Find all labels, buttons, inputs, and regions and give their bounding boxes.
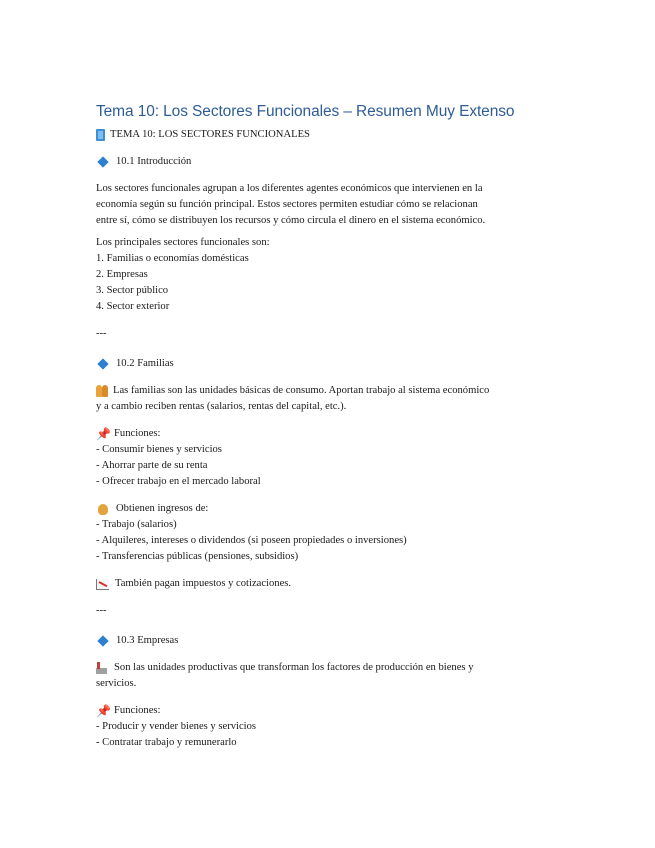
list-item: 2. Empresas <box>96 269 148 280</box>
familias-paragraph <box>96 383 566 415</box>
blue-book-icon <box>96 129 105 141</box>
main-heading <box>96 127 566 143</box>
section-heading-intro <box>96 154 566 170</box>
funciones-label-text: Funciones: <box>114 428 161 439</box>
section-heading-text: 10.2 Familias <box>116 358 174 369</box>
blue-diamond-icon <box>97 156 108 167</box>
list-item: - Ahorrar parte de su renta <box>96 460 208 471</box>
paragraph-line: economía según su función principal. Estos sectores permiten estudiar cómo se relacionan <box>96 199 478 210</box>
list-intro: Los principales sectores funcionales son: <box>96 237 270 248</box>
empresas-funciones <box>96 703 566 751</box>
paragraph-line: y a cambio reciben rentas (salarios, rentas del capital, etc.). <box>96 401 347 412</box>
ingresos-label <box>96 501 566 517</box>
blue-diamond-icon <box>97 635 108 646</box>
list-item: - Ofrecer trabajo en el mercado laboral <box>96 476 261 487</box>
list-item: - Contratar trabajo y remunerarlo <box>96 737 237 748</box>
paragraph-line <box>96 660 566 676</box>
factory-icon <box>96 662 107 674</box>
document-content <box>96 101 566 751</box>
familias-funciones <box>96 426 566 490</box>
intro-paragraph <box>96 181 566 229</box>
document-title: Tema 10: Los Sectores Funcionales – Resumen Muy Extenso <box>96 103 515 120</box>
list-item: 1. Familias o economías domésticas <box>96 253 249 264</box>
ingresos-label-text: Obtienen ingresos de: <box>116 503 209 514</box>
blue-diamond-icon <box>97 358 108 369</box>
impuestos-line <box>96 576 566 592</box>
list-item: - Alquileres, intereses o dividendos (si poseen propiedades o inversiones) <box>96 535 407 546</box>
funciones-label-text: Funciones: <box>114 705 161 716</box>
funciones-label <box>96 703 566 719</box>
empresas-paragraph <box>96 660 566 692</box>
chart-decreasing-icon <box>96 579 109 590</box>
list-item: 3. Sector público <box>96 285 169 296</box>
list-item: 4. Sector exterior <box>96 301 170 312</box>
separator: --- <box>96 328 107 339</box>
paragraph-line <box>96 383 566 399</box>
familias-ingresos <box>96 501 566 565</box>
paragraph-text: Las familias son las unidades básicas de consumo. Aportan trabajo al sistema económico <box>113 385 490 396</box>
section-heading-familias <box>96 356 566 372</box>
pushpin-icon: 📌 <box>96 427 111 441</box>
section-heading-text: 10.1 Introducción <box>116 156 192 167</box>
list-item: - Trabajo (salarios) <box>96 519 177 530</box>
list-item: - Transferencias públicas (pensiones, subsidios) <box>96 551 299 562</box>
impuestos-text: También pagan impuestos y cotizaciones. <box>115 578 292 589</box>
money-bag-icon <box>98 504 108 515</box>
separator: --- <box>96 605 107 616</box>
list-item: - Producir y vender bienes y servicios <box>96 721 257 732</box>
section-heading-text: 10.3 Empresas <box>116 635 179 646</box>
pushpin-icon: 📌 <box>96 704 111 718</box>
people-icon <box>96 385 109 397</box>
paragraph-line: servicios. <box>96 678 137 689</box>
paragraph-line: entre sí, cómo se distribuyen los recursos y cómo circula el dinero en el sistema económico. <box>96 215 486 226</box>
list-item: - Consumir bienes y servicios <box>96 444 222 455</box>
funciones-label <box>96 426 566 442</box>
main-heading-text: TEMA 10: LOS SECTORES FUNCIONALES <box>110 129 310 140</box>
paragraph-text: Son las unidades productivas que transforman los factores de producción en bienes y <box>114 662 474 673</box>
section-heading-empresas <box>96 633 566 649</box>
sectors-list <box>96 235 566 315</box>
paragraph-line: Los sectores funcionales agrupan a los diferentes agentes económicos que intervienen en la <box>96 183 483 194</box>
